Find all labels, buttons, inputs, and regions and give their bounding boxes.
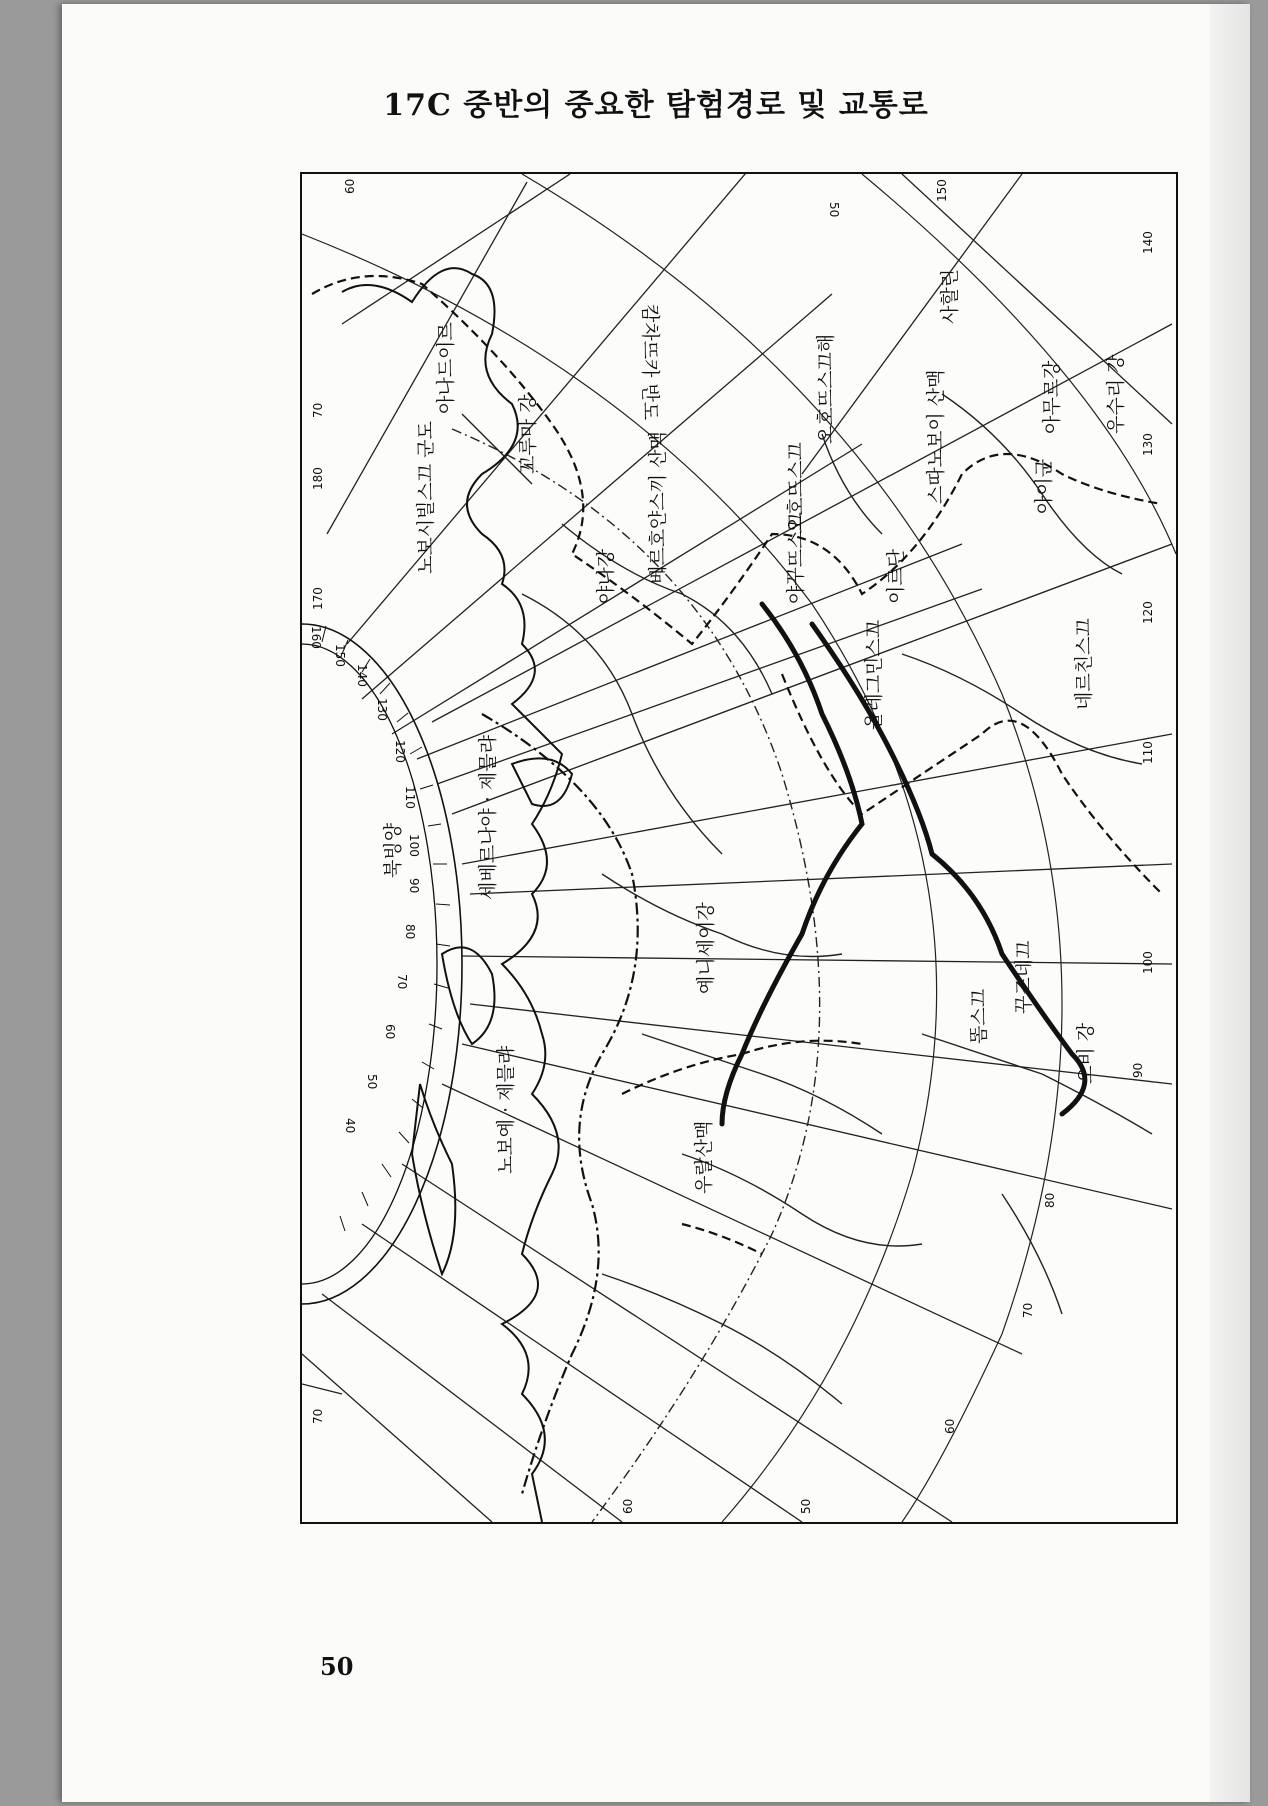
rivers	[462, 394, 1152, 1404]
right-deg-100: 100	[1141, 951, 1155, 974]
right-deg-80: 80	[1043, 1192, 1057, 1208]
label-okhotsk: 오호뜨스끄	[785, 442, 807, 534]
top-deg-50: 50	[827, 202, 841, 218]
label-tomsk: 똠스끄	[968, 988, 990, 1044]
label-ussuri: 우수리 강	[1105, 354, 1127, 434]
page-edge-shadow	[1210, 4, 1250, 1802]
ring-deg-110: 110	[403, 786, 417, 809]
island-outline	[512, 758, 572, 806]
label-severnaya: 세베르나야 · 제믈랴	[477, 735, 499, 900]
label-amur: 아무르강	[1041, 360, 1063, 434]
top-deg-150: 150	[935, 179, 949, 202]
ring-deg-60: 60	[383, 1024, 397, 1040]
right-deg-110: 110	[1141, 741, 1155, 764]
bottom-deg-60: 60	[621, 1498, 635, 1514]
label-sakhalin: 사할린	[939, 268, 961, 324]
left-deg-180: 180	[311, 467, 325, 490]
label-arctic: 북빙양	[382, 822, 404, 878]
label-novosibirsk: 노보시빌스끄 군도	[415, 421, 437, 574]
page-title: 17C 중반의 중요한 탐험경로 및 교통로	[383, 88, 929, 123]
ring-deg-80: 80	[403, 924, 417, 940]
label-penzhina: 꼬루마 강	[517, 394, 539, 474]
ring-deg-50: 50	[365, 1074, 379, 1090]
pole-ring-outer	[302, 624, 462, 1304]
right-deg-120: 120	[1141, 601, 1155, 624]
label-yenisei: 예니세이강	[695, 902, 717, 994]
label-yana: 야나강	[595, 548, 617, 604]
left-deg-70: 70	[311, 402, 325, 418]
severnaya-outline	[442, 947, 495, 1044]
exploration-route-map	[300, 172, 1178, 1524]
book-page	[62, 4, 1250, 1802]
ring-deg-120: 120	[393, 740, 407, 763]
novaya-outline	[412, 1084, 455, 1274]
map-drawing	[302, 174, 1176, 1522]
ring-deg-130: 130	[375, 698, 389, 721]
label-irgun: 이르단	[885, 548, 907, 604]
left-deg-70b: 70	[311, 1408, 325, 1424]
left-deg-170: 170	[311, 587, 325, 610]
label-stanovoy: 스따노보이 산맥	[925, 369, 947, 504]
ring-deg-70: 70	[395, 974, 409, 990]
ring-deg-160: 160	[309, 626, 323, 649]
ring-deg-140: 140	[355, 664, 369, 687]
right-deg-90: 90	[1131, 1062, 1145, 1078]
bottom-deg-50: 50	[799, 1498, 813, 1514]
ring-deg-40: 40	[343, 1118, 357, 1134]
label-ural: 우랄산맥	[693, 1120, 715, 1194]
ring-deg-100: 100	[407, 834, 421, 857]
right-deg-60: 60	[943, 1418, 957, 1434]
label-okhotsk-sea: 오호뜨스끄해	[815, 333, 837, 444]
ring-deg-90: 90	[407, 878, 421, 894]
page-number: 50	[320, 1652, 354, 1681]
right-deg-70: 70	[1021, 1302, 1035, 1318]
label-olekminsk: 올레그민스끄	[863, 619, 885, 730]
ring-deg-150: 150	[333, 644, 347, 667]
pole-ring-inner	[302, 644, 437, 1284]
label-kuznetsk: 꾸즈네끄	[1013, 940, 1035, 1014]
label-verkhoyansk: 베르호얀스끼 산맥	[647, 431, 669, 584]
top-deg-140: 140	[1141, 231, 1155, 254]
top-deg-60: 60	[343, 178, 357, 194]
label-ob: 오비 강	[1075, 1022, 1097, 1084]
arctic-circle-line	[452, 429, 820, 1522]
label-aigun: 아이군	[1033, 458, 1055, 514]
label-kamchatka: 캄차뜨카 반도	[639, 304, 661, 421]
label-novaya: 노보예 · 제믈랴	[495, 1045, 517, 1174]
label-anadyr: 아나드이르	[435, 322, 457, 414]
label-nerchinsk: 네르친스끄	[1073, 618, 1095, 710]
right-deg-130: 130	[1141, 433, 1155, 456]
label-yakutsk: 야꾸뜨스끄	[785, 512, 807, 604]
